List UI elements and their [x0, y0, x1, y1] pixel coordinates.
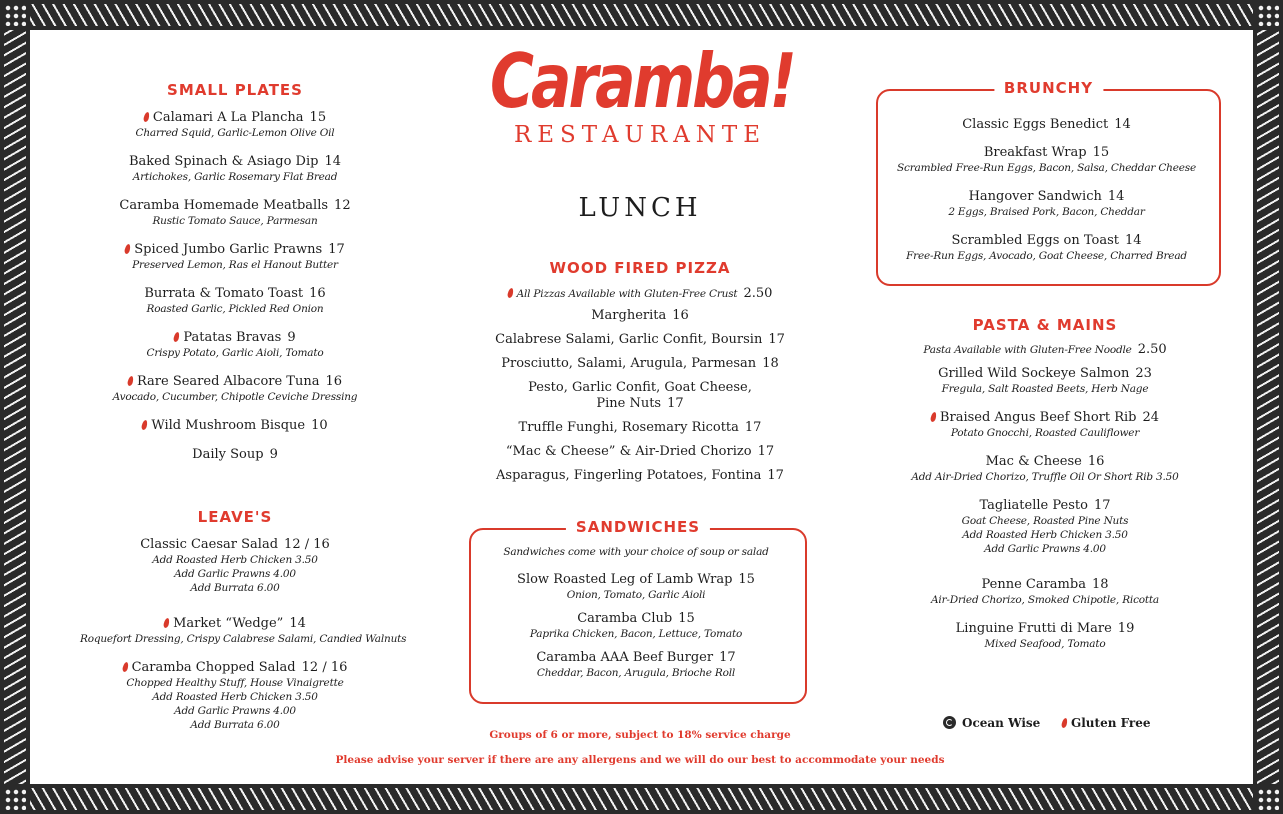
menu-item — [80, 374, 390, 404]
rope-border-bottom — [30, 788, 1253, 810]
item-price: 17 — [719, 650, 736, 665]
item-name-line — [80, 447, 390, 463]
menu-item — [80, 286, 390, 316]
section-title-brunchy: BRUNCHY — [994, 79, 1103, 97]
item-name-line — [470, 380, 810, 396]
item-name-line — [895, 577, 1195, 593]
item-description: Crispy Potato, Garlic Aioli, Tomato — [146, 347, 324, 359]
sandwich-item — [479, 611, 793, 641]
item-name-line — [80, 330, 390, 346]
gluten-free-icon — [163, 618, 170, 629]
item-name-line — [80, 154, 390, 170]
item-description: Chopped Healthy Stuff, House Vinaigrette — [126, 677, 344, 689]
item-name-line — [80, 198, 390, 214]
corner-ornament — [1257, 788, 1279, 810]
item-name: Spiced Jumbo Garlic Prawns — [134, 242, 323, 257]
corner-ornament — [4, 4, 26, 26]
item-name-line — [895, 410, 1195, 426]
item-price: 24 — [1142, 410, 1160, 425]
allergy-note: Please advise your server if there are any allergens and we will do our best to accommodate your needs — [335, 754, 945, 766]
item-price: 10 — [311, 418, 328, 433]
menu-item — [80, 447, 390, 463]
gluten-free-icon — [124, 244, 131, 255]
item-description: Roasted Garlic, Pickled Red Onion — [146, 303, 324, 315]
item-price: 16 — [1087, 454, 1105, 469]
item-description: Scrambled Free-Run Eggs, Bacon, Salsa, Cheddar Cheese — [897, 162, 1196, 174]
item-price: 12 / 16 — [301, 660, 348, 675]
item-description: Avocado, Cucumber, Chipotle Ceviche Dressing — [112, 391, 358, 403]
section-title-small-plates: SMALL PLATES — [167, 81, 303, 99]
gf-note-price: 2.50 — [743, 286, 773, 301]
item-price: 17 — [1093, 498, 1111, 513]
item-description: Goat Cheese, Roasted Pine Nuts — [961, 515, 1129, 527]
item-price: 9 — [269, 447, 278, 462]
item-name-line — [895, 366, 1195, 382]
item-name: Truffle Funghi, Rosemary Ricotta — [518, 420, 739, 435]
item-description: Add Roasted Herb Chicken 3.50 — [152, 691, 318, 703]
item-name: Caramba AAA Beef Burger — [536, 650, 714, 665]
item-name: Braised Angus Beef Short Rib — [939, 410, 1137, 425]
pasta-item — [895, 621, 1195, 651]
gluten-free-icon — [173, 332, 180, 343]
pizza-gf-note — [480, 286, 800, 302]
item-price: 14 — [289, 616, 306, 631]
item-name: Market “Wedge” — [173, 616, 284, 631]
item-name: Slow Roasted Leg of Lamb Wrap — [517, 572, 733, 587]
item-name-line — [80, 660, 390, 676]
rope-border-right — [1257, 30, 1279, 784]
item-description: Add Burrata 6.00 — [190, 582, 280, 594]
menu-item — [80, 537, 390, 595]
item-name: Calabrese Salami, Garlic Confit, Boursin — [495, 332, 763, 347]
item-price: 16 — [325, 374, 343, 389]
item-price: 15 — [1092, 145, 1110, 160]
legend-ocean-wise-label: Ocean Wise — [962, 716, 1041, 730]
menu-item — [80, 418, 390, 434]
item-description: Potato Gnocchi, Roasted Cauliflower — [950, 427, 1140, 439]
logo-wordmark: Caramba! — [490, 38, 794, 126]
logo-tagline: RESTAURANTE — [513, 122, 767, 148]
item-description: Paprika Chicken, Bacon, Lettuce, Tomato — [529, 628, 743, 640]
item-name: Caramba Club — [577, 611, 673, 626]
item-price: 14 — [324, 154, 342, 169]
item-name: Penne Caramba — [981, 577, 1086, 592]
item-description: Fregula, Salt Roasted Beets, Herb Nage — [941, 383, 1149, 395]
item-description: Cheddar, Bacon, Arugula, Brioche Roll — [536, 667, 736, 679]
pizza-item — [470, 308, 810, 324]
item-price: 16 — [672, 308, 689, 323]
item-name-line — [886, 145, 1207, 161]
item-name: Pesto, Garlic Confit, Goat Cheese, — [528, 380, 752, 395]
item-description: Artichokes, Garlic Rosemary Flat Bread — [132, 171, 338, 183]
gluten-free-icon — [127, 376, 134, 387]
gf-note-line — [895, 342, 1195, 358]
item-price: 23 — [1135, 366, 1152, 381]
brunch-item — [886, 233, 1207, 263]
pizza-item — [470, 444, 810, 460]
item-price: 17 — [768, 332, 785, 347]
gf-note-price: 2.50 — [1137, 342, 1167, 357]
section-title-pizza: WOOD FIRED PIZZA — [549, 259, 731, 277]
item-description: Add Garlic Prawns 4.00 — [174, 568, 296, 580]
item-name-line — [479, 572, 793, 588]
gf-note-text: All Pizzas Available with Gluten-Free Crust — [516, 288, 738, 300]
item-name: Rare Seared Albacore Tuna — [136, 374, 320, 389]
item-name-line — [470, 356, 810, 372]
menu-item — [80, 330, 390, 360]
pasta-item — [895, 577, 1195, 607]
menu-item — [80, 242, 390, 272]
item-price: 14 — [1124, 233, 1142, 248]
item-price: 12 / 16 — [284, 537, 330, 552]
item-name: Wild Mushroom Bisque — [151, 418, 306, 433]
item-price: 19 — [1117, 621, 1135, 636]
menu-item — [80, 660, 390, 732]
item-name-cont: Pine Nuts — [596, 396, 662, 411]
menu-title: LUNCH — [578, 193, 702, 223]
item-name: Caramba Homemade Meatballs — [119, 198, 329, 213]
item-description: Air-Dried Chorizo, Smoked Chipotle, Ricotta — [931, 594, 1159, 606]
gf-note-line — [480, 286, 800, 302]
item-name: Baked Spinach & Asiago Dip — [128, 154, 319, 169]
item-name: Breakfast Wrap — [983, 145, 1087, 160]
item-name-line — [895, 498, 1195, 514]
legend-gluten-free — [1062, 716, 1151, 730]
brunch-item — [886, 117, 1207, 133]
item-name-line — [470, 468, 810, 484]
item-price: 15 — [678, 611, 695, 626]
gluten-free-icon — [506, 288, 513, 299]
item-price: 17 — [744, 420, 762, 435]
item-name-line — [886, 189, 1207, 205]
item-name: Mac & Cheese — [985, 454, 1082, 469]
item-price: 15 — [309, 110, 327, 125]
item-price: 18 — [762, 356, 779, 371]
item-description: Add Roasted Herb Chicken 3.50 — [152, 554, 318, 566]
item-name-line — [895, 454, 1195, 470]
item-name: Scrambled Eggs on Toast — [951, 233, 1119, 248]
restaurant-logo — [490, 38, 794, 148]
menu-item — [80, 154, 390, 184]
item-name-line — [479, 611, 793, 627]
item-name-line — [470, 444, 810, 460]
item-name-line — [470, 308, 810, 324]
item-name: Tagliatelle Pesto — [979, 498, 1088, 513]
corner-ornament — [4, 788, 26, 810]
item-description: 2 Eggs, Braised Pork, Bacon, Cheddar — [948, 206, 1145, 218]
sandwich-item — [479, 572, 793, 602]
item-description: Free-Run Eggs, Avocado, Goat Cheese, Charred Bread — [906, 250, 1187, 262]
item-name-line — [479, 650, 793, 666]
ocean-wise-icon — [943, 716, 956, 729]
item-name-line — [470, 332, 810, 348]
item-price: 14 — [1114, 117, 1131, 132]
item-price: 16 — [309, 286, 326, 301]
item-description: Onion, Tomato, Garlic Aioli — [566, 589, 706, 601]
item-name-line — [470, 420, 810, 436]
sandwiches-note: Sandwiches come with your choice of soup or salad — [503, 546, 769, 558]
menu-item — [80, 110, 390, 140]
item-name: Caramba Chopped Salad — [131, 660, 296, 675]
item-description: Add Roasted Herb Chicken 3.50 — [962, 529, 1128, 541]
item-name: Burrata & Tomato Toast — [144, 286, 304, 301]
item-price: 17 — [767, 468, 784, 483]
sandwich-item — [479, 650, 793, 680]
pizza-item — [470, 356, 810, 372]
item-price: 18 — [1091, 577, 1109, 592]
gf-note-text: Pasta Available with Gluten-Free Noodle — [923, 344, 1132, 356]
legend-gluten-free-label: Gluten Free — [1071, 716, 1151, 730]
gluten-free-icon — [1061, 718, 1068, 729]
section-title-pasta: PASTA & MAINS — [972, 316, 1118, 334]
item-name: Classic Caesar Salad — [140, 537, 279, 552]
menu-item — [80, 616, 407, 646]
item-name: Linguine Frutti di Mare — [955, 621, 1112, 636]
section-title-sandwiches: SANDWICHES — [566, 518, 710, 536]
corner-ornament — [1257, 4, 1279, 26]
item-name: Classic Eggs Benedict — [962, 117, 1109, 132]
item-name-line — [470, 396, 810, 412]
item-description: Add Garlic Prawns 4.00 — [174, 705, 296, 717]
pizza-item — [470, 380, 810, 412]
pasta-item — [895, 366, 1195, 396]
item-name-line — [80, 242, 390, 258]
item-description: Preserved Lemon, Ras el Hanout Butter — [132, 259, 338, 271]
rope-border-left — [4, 30, 26, 784]
item-description: Rustic Tomato Sauce, Parmesan — [152, 215, 318, 227]
brunch-item — [886, 145, 1207, 175]
brunch-item — [886, 189, 1207, 219]
gluten-free-icon — [143, 112, 150, 123]
item-description: Roquefort Dressing, Crispy Calabrese Salami, Candied Walnuts — [80, 633, 407, 645]
item-name-line — [80, 374, 390, 390]
pizza-item — [470, 420, 810, 436]
gluten-free-icon — [121, 662, 128, 673]
item-description: Add Burrata 6.00 — [190, 719, 280, 731]
item-name-line — [80, 616, 390, 632]
pasta-item — [895, 454, 1195, 484]
item-name: “Mac & Cheese” & Air-Dried Chorizo — [505, 444, 752, 459]
item-name: Calamari A La Plancha — [152, 110, 304, 125]
item-name: Grilled Wild Sockeye Salmon — [938, 366, 1130, 381]
gluten-free-icon — [141, 420, 148, 431]
item-name-line — [80, 418, 390, 434]
item-name: Hangover Sandwich — [968, 189, 1102, 204]
item-name-line — [80, 110, 390, 126]
item-price: 15 — [738, 572, 755, 587]
item-name: Prosciutto, Salami, Arugula, Parmesan — [501, 356, 757, 371]
item-price: 17 — [667, 396, 684, 411]
rope-border-top — [30, 4, 1253, 26]
gluten-free-icon — [930, 412, 937, 423]
item-name: Asparagus, Fingerling Potatoes, Fontina — [496, 468, 762, 483]
item-name: Daily Soup — [192, 447, 264, 462]
service-charge-note: Groups of 6 or more, subject to 18% service charge — [489, 729, 791, 741]
item-name-line — [80, 537, 390, 553]
item-description: Add Air-Dried Chorizo, Truffle Oil Or Short Rib 3.50 — [911, 471, 1179, 483]
item-description: Charred Squid, Garlic-Lemon Olive Oil — [135, 127, 335, 139]
item-price: 12 — [334, 198, 351, 213]
pasta-item — [895, 498, 1195, 556]
section-title-leaves: LEAVE'S — [197, 508, 273, 526]
item-name-line — [80, 286, 390, 302]
item-price: 17 — [757, 444, 775, 459]
menu-item — [80, 198, 390, 228]
item-name-line — [895, 621, 1195, 637]
pasta-gf-note — [895, 342, 1195, 358]
item-name: Margherita — [591, 308, 667, 323]
item-name: Patatas Bravas — [183, 330, 282, 345]
item-name-line — [886, 233, 1207, 249]
pizza-item — [470, 332, 810, 348]
item-description: Mixed Seafood, Tomato — [984, 638, 1106, 650]
pizza-item — [470, 468, 810, 484]
item-price: 17 — [328, 242, 345, 257]
item-price: 9 — [287, 330, 296, 345]
item-description: Add Garlic Prawns 4.00 — [984, 543, 1106, 555]
pasta-item — [895, 410, 1195, 440]
item-name-line — [886, 117, 1207, 133]
legend-ocean-wise — [943, 716, 1040, 730]
item-price: 14 — [1107, 189, 1125, 204]
